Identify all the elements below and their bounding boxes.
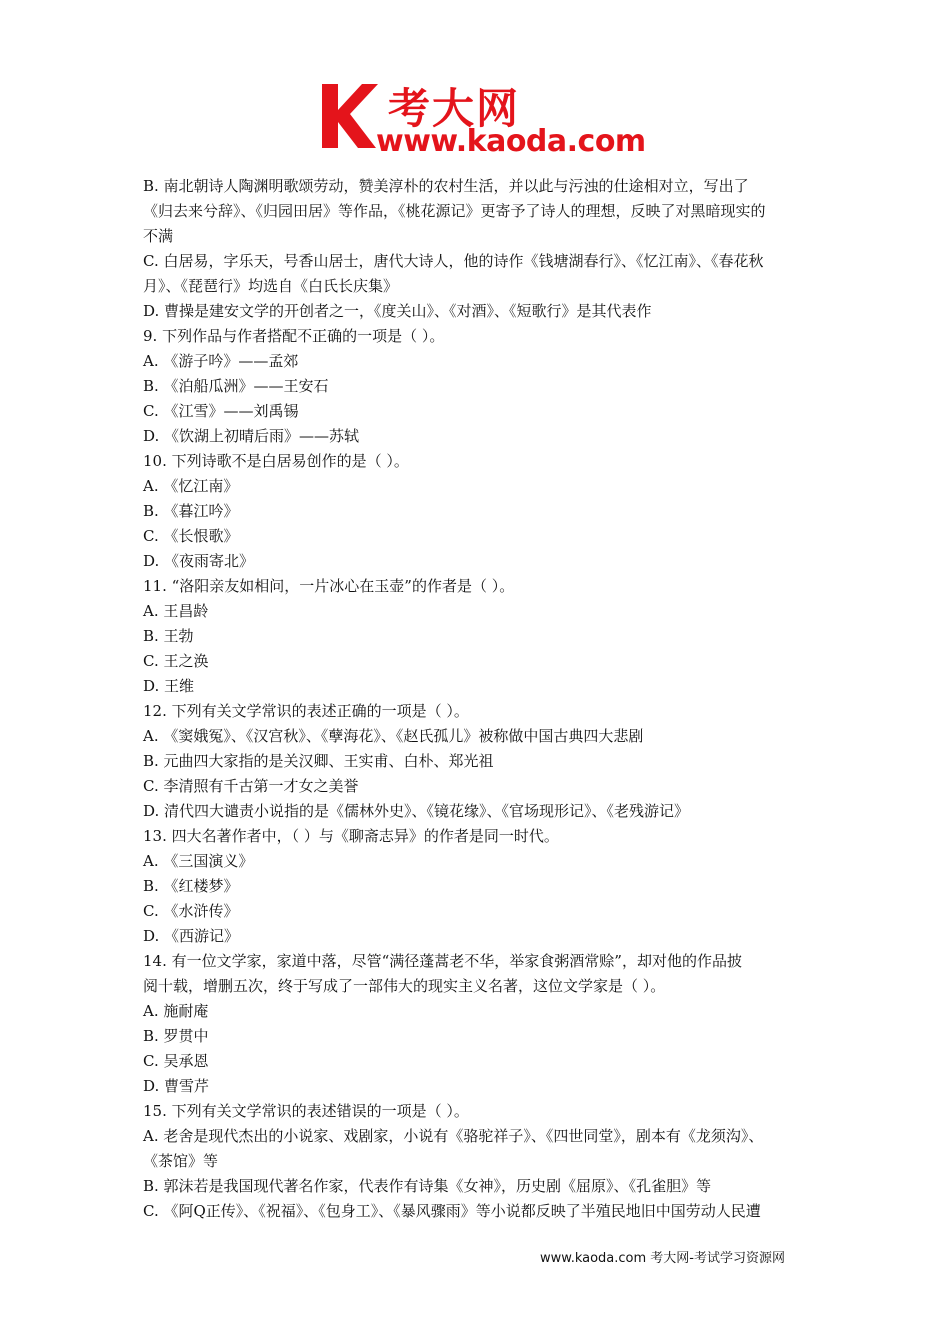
option-b: B. 郭沫若是我国现代著名作家，代表作有诗集《女神》，历史剧《屈原》、《孔雀胆》等 <box>143 1177 712 1195</box>
option-b: B. 《红楼梦》 <box>143 877 239 895</box>
question-12: 12. 下列有关文学常识的表述正确的一项是（ ）。 <box>143 702 469 720</box>
option-b: B. 《泊船瓜洲》——王安石 <box>143 377 329 395</box>
option-d: D. 《饮湖上初晴后雨》——苏轼 <box>143 427 360 445</box>
option-c: C. 王之涣 <box>143 652 209 670</box>
option-a: A. 《三国演义》 <box>143 852 254 870</box>
page-footer: www.kaoda.com 考大网-考试学习资源网 <box>540 1251 785 1266</box>
question-15: 15. 下列有关文学常识的表述错误的一项是（ ）。 <box>143 1102 469 1120</box>
option-b: B. 《暮江吟》 <box>143 502 239 520</box>
option-a: A. 《忆江南》 <box>143 477 239 495</box>
option-b: B. 罗贯中 <box>143 1027 209 1045</box>
option-b: B. 元曲四大家指的是关汉卿、王实甫、白朴、郑光祖 <box>143 752 494 770</box>
option-a: A. 王昌龄 <box>143 602 209 620</box>
kaoda-logo <box>318 80 646 160</box>
option-a: A. 《游子吟》——孟郊 <box>143 352 299 370</box>
option-a: A. 老舍是现代杰出的小说家、戏剧家，小说有《骆驼祥子》、《四世同堂》，剧本有《龙须沟》、 <box>143 1127 764 1145</box>
text-line: C. 白居易，字乐天，号香山居士，唐代大诗人，他的诗作《钱塘湖春行》、《忆江南》、《春花秋 <box>143 252 764 270</box>
option-c: C. 《水浒传》 <box>143 902 239 920</box>
option-a: A. 《窦娥冤》、《汉宫秋》、《孽海花》、《赵氏孤儿》被称做中国古典四大悲剧 <box>143 727 644 745</box>
text-line: 《归去来兮辞》、《归园田居》等作品，《桃花源记》更寄予了诗人的理想，反映了对黑暗现实的 <box>143 202 766 220</box>
option-c: C. 《长恨歌》 <box>143 527 239 545</box>
text-line: 不满 <box>143 227 174 245</box>
option-d: D. 《西游记》 <box>143 927 240 945</box>
option-c: C. 《阿Q正传》、《祝福》、《包身工》、《暴风骤雨》等小说都反映了半殖民地旧中国劳动人民遭 <box>143 1202 761 1220</box>
text-line: 月》、《琵琶行》均选自《白氏长庆集》 <box>143 277 399 295</box>
option-d: D. 王维 <box>143 677 195 695</box>
text-line: B. 南北朝诗人陶渊明歌颂劳动，赞美淳朴的农村生活，并以此与污浊的仕途相对立，写出了 <box>143 177 749 195</box>
option-b: B. 王勃 <box>143 627 194 645</box>
k-logo-icon <box>318 80 380 152</box>
option-d: D. 清代四大谴责小说指的是《儒林外史》、《镜花缘》、《官场现形记》、《老残游记》 <box>143 802 690 820</box>
text-line: 阅十载，增删五次，终于写成了一部伟大的现实主义名著，这位文学家是（ ）。 <box>143 977 666 995</box>
option-d: D. 曹雪芹 <box>143 1077 210 1095</box>
question-9: 9. 下列作品与作者搭配不正确的一项是（ ）。 <box>143 327 445 345</box>
question-13: 13. 四大名著作者中，（ ）与《聊斋志异》的作者是同一时代。 <box>143 827 559 845</box>
logo-url: www.kaoda.com <box>376 124 646 159</box>
option-c: C. 李清照有千古第一才女之美誉 <box>143 777 359 795</box>
option-a: A. 施耐庵 <box>143 1002 209 1020</box>
question-11: 11. “洛阳亲友如相问，一片冰心在玉壶”的作者是（ ）。 <box>143 577 515 595</box>
logo-name: 考大网 <box>388 84 521 133</box>
option-c: C. 吴承恩 <box>143 1052 209 1070</box>
question-14: 14. 有一位文学家，家道中落，尽管“满径蓬蒿老不华，举家食粥酒常赊”，却对他的作品披 <box>143 952 742 970</box>
text-line: D. 曹操是建安文学的开创者之一，《度关山》、《对酒》、《短歌行》是其代表作 <box>143 302 652 320</box>
document-body <box>143 174 823 1224</box>
text-line: 《茶馆》等 <box>143 1152 219 1170</box>
option-d: D. 《夜雨寄北》 <box>143 552 255 570</box>
option-c: C. 《江雪》——刘禹锡 <box>143 402 299 420</box>
question-10: 10. 下列诗歌不是白居易创作的是（ ）。 <box>143 452 409 470</box>
